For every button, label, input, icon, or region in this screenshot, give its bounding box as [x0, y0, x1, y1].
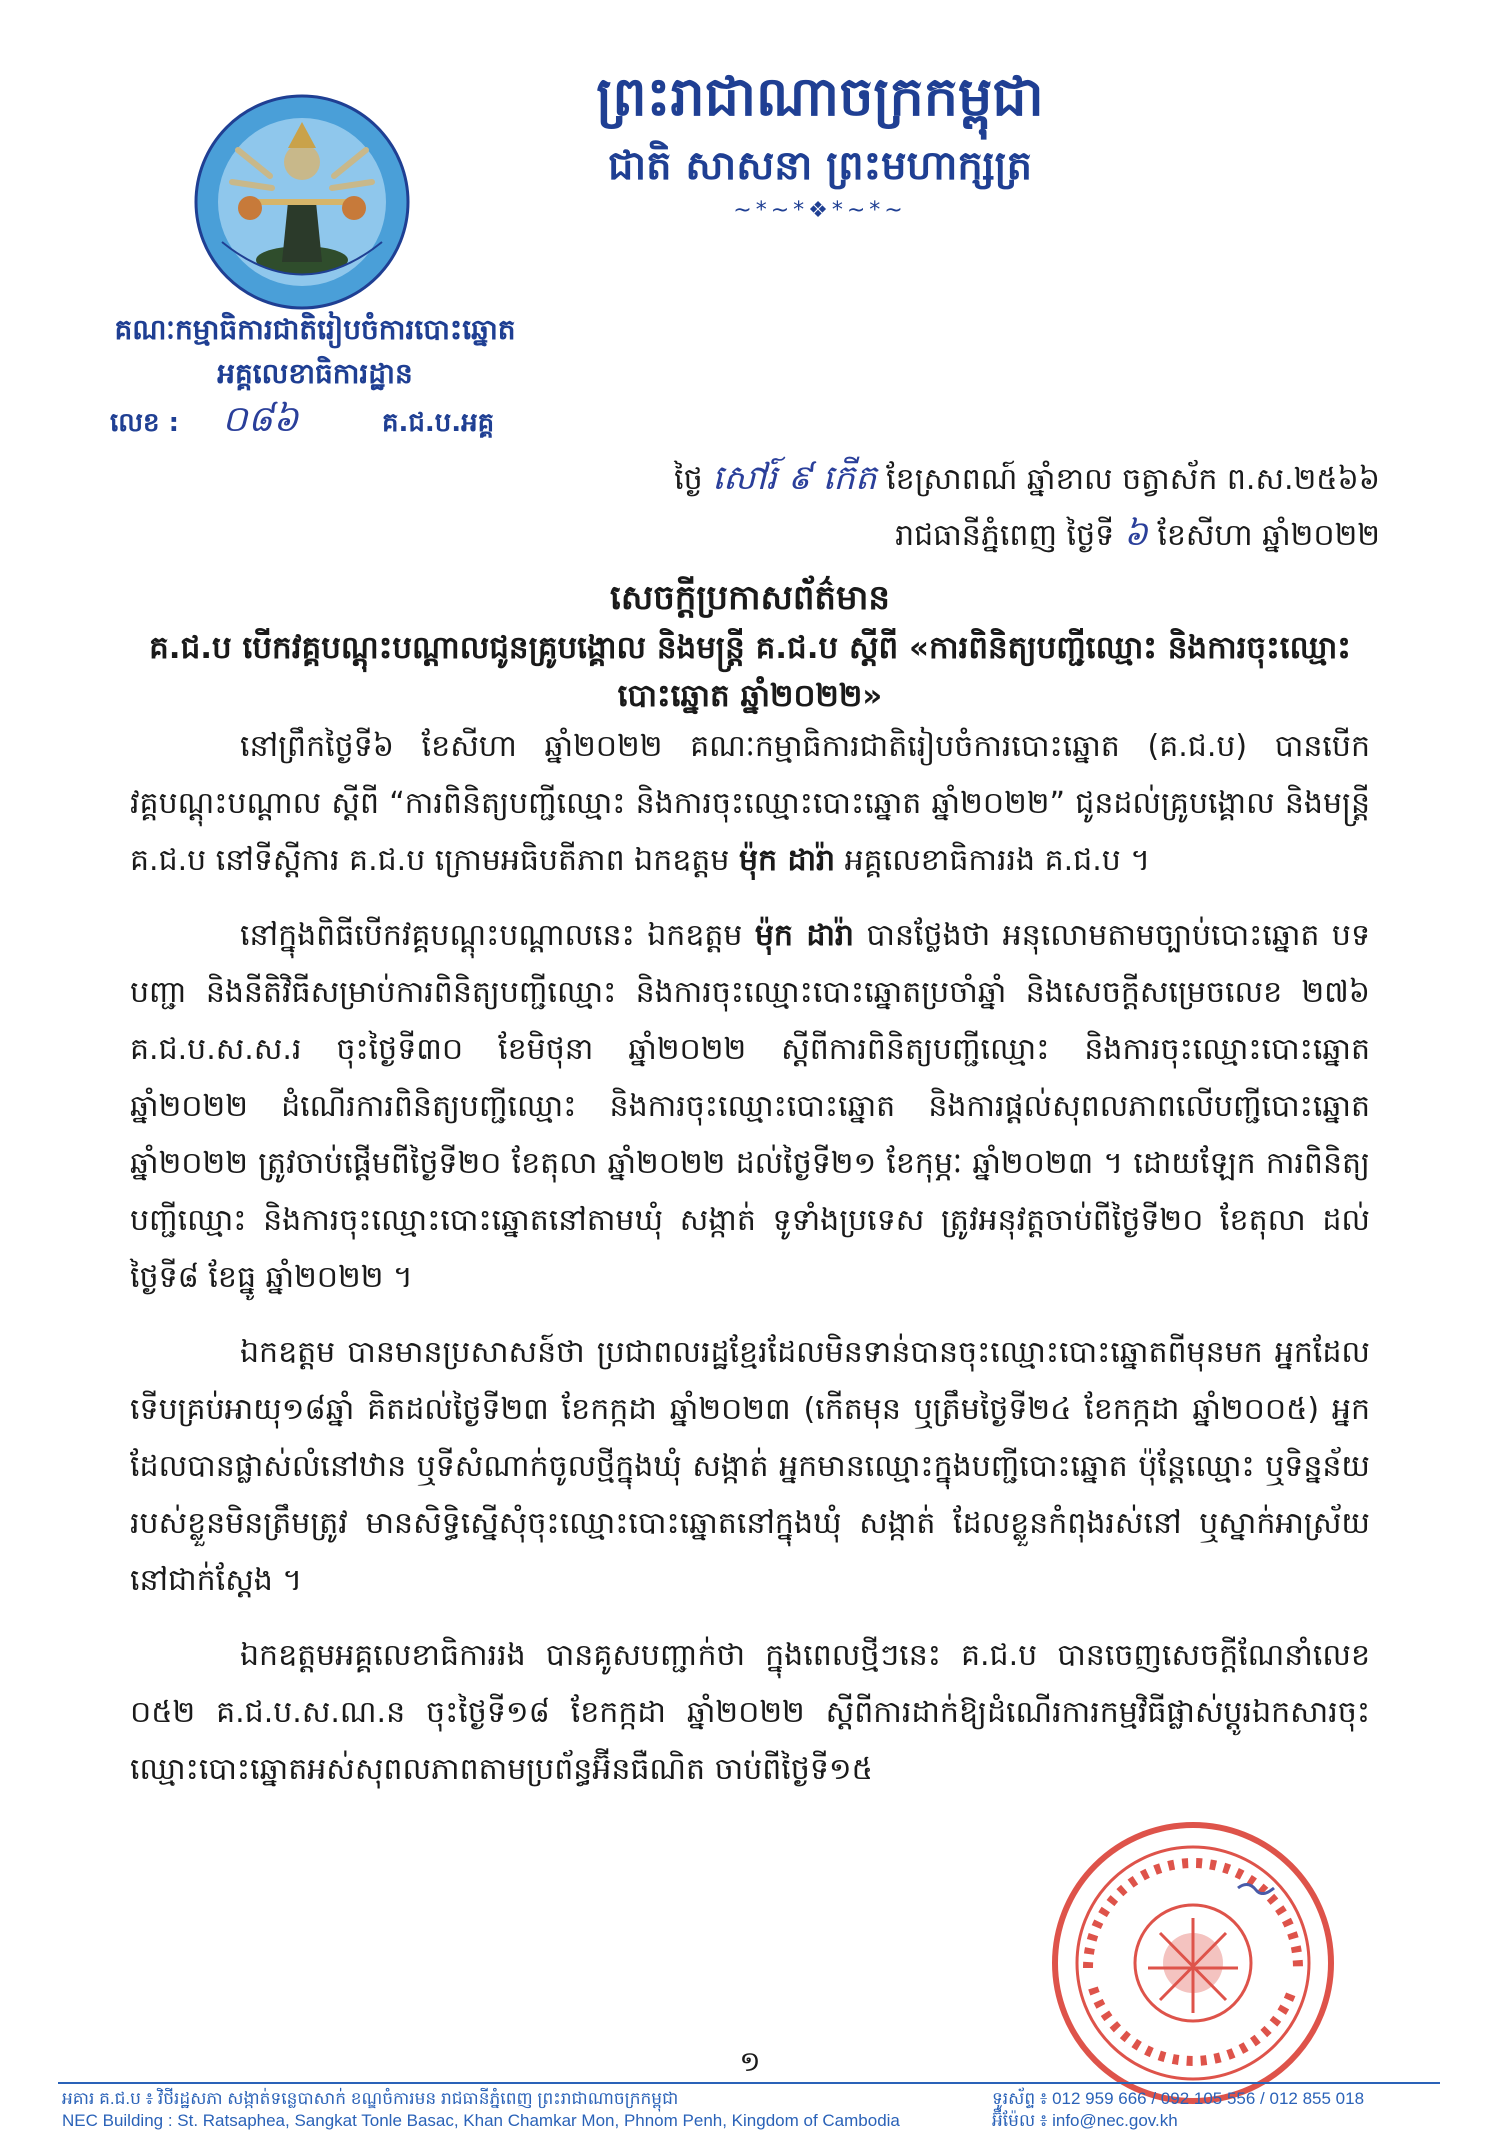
- footer-phone: ទូរស័ព្ទ ៖ 012 959 666 / 092 105 556 / 012 855 018: [992, 2089, 1365, 2108]
- footer-address-km: អគារ គ.ជ.ប ៖ វិថីរដ្ឋសភា សង្កាត់ទន្លេបាសាក់ ខណ្ឌចំការមន រាជធានីភ្នំពេញ ព្រះរាជាណាចក្រកម្ពុជា: [62, 2089, 679, 2108]
- press-release-subject: គ.ជ.ប បើកវគ្គបណ្តុះបណ្តាលជូនគ្រូបង្គោល និងមន្ត្រី គ.ជ.ប ស្តីពី «ការពិនិត្យបញ្ជីឈ្មោះ និងការចុះឈ្មោះបោះឆ្នោត ឆ្នាំ២០២២»: [149, 630, 1351, 714]
- official-name: ម៉ុក ដារ៉ា: [738, 843, 836, 878]
- footer-divider: [58, 2082, 1440, 2084]
- kingdom-header: [560, 62, 1080, 223]
- press-release-heading: សេចក្តីប្រកាសព័ត៌មាន: [610, 578, 890, 618]
- paragraph-1-title: អគ្គលេខាធិការរង គ.ជ.ប ។: [844, 843, 1151, 878]
- paragraph-2: [130, 907, 1370, 1306]
- document-body: [130, 718, 1370, 1816]
- solar-prefix: រាជធានីភ្នំពេញ ថ្ងៃទី: [895, 518, 1115, 553]
- paragraph-3: ឯកឧត្តម បានមានប្រសាសន៍ថា ប្រជាពលរដ្ឋខ្មែរដែលមិនទាន់បានចុះឈ្មោះបោះឆ្នោតពីមុនមក អ្នកដែលទើបគ្រប់អាយុ១៨ឆ្នាំ គិតដល់ថ្ងៃទី២៣ ខែកក្កដា ឆ្នាំ២០២៣ (កើតមុន ឬត្រឹមថ្ងៃទី២៤ ខែកក្កដា ឆ្នាំ២០០៥) អ្នកដែលបានផ្លាស់លំនៅឋាន ឬទីសំណាក់ចូលថ្មីក្នុងឃុំ សង្កាត់ អ្នកមានឈ្មោះក្នុងបញ្ជីបោះឆ្នោត ប៉ុន្តែឈ្មោះ ឬទិន្នន័យរបស់ខ្លួនមិនត្រឹមត្រូវ មានសិទ្ធិស្នើសុំចុះឈ្មោះបោះឆ្នោតនៅក្នុងឃុំ សង្កាត់ ដែលខ្លួនកំពុងរស់នៅ ឬស្នាក់អាស្រ័យនៅជាក់ស្តែង ។: [130, 1335, 1370, 1598]
- paragraph-1-text: នៅព្រឹកថ្ងៃទី៦ ខែសីហា ឆ្នាំ២០២២ គណៈកម្មាធិការជាតិរៀបចំការបោះឆ្នោត (គ.ជ.ប) បានបើកវគ្គបណ្តុះបណ្តាល ស្តីពី “ការពិនិត្យបញ្ជីឈ្មោះ និងការចុះឈ្មោះបោះឆ្នោត ឆ្នាំ២០២២” ជូនដល់គ្រូបង្គោល និងមន្ត្រី គ.ជ.ប នៅទីស្តីការ គ.ជ.ប ក្រោមអធិបតីភាព ឯកឧត្តម: [130, 729, 1370, 878]
- lunar-rest: ខែស្រាពណ៍ ឆ្នាំខាល ចត្វាស័ក ព.ស.២៥៦៦: [886, 462, 1380, 497]
- solar-handwritten-date: ៦: [1123, 514, 1148, 554]
- paragraph-4: ឯកឧត្តមអគ្គលេខាធិការរង បានគូសបញ្ជាក់ថា ក្នុងពេលថ្មីៗនេះ គ.ជ.ប បានចេញសេចក្តីណែនាំលេខ ០៥២ គ.ជ.ប.ស.ណ.ន ចុះថ្ងៃទី១៨ ខែកក្កដា ឆ្នាំ២០២២ ស្តីពីការដាក់ឱ្យដំណើរការកម្មវិធីផ្លាស់ប្តូរឯកសារចុះឈ្មោះបោះឆ្នោតអស់សុពលភាពតាមប្រព័ន្ធអ៊ីនធឺណិត ចាប់ពីថ្ងៃទី១៥: [130, 1638, 1370, 1787]
- solar-date-line: [895, 512, 1380, 562]
- official-name: ម៉ុក ដារ៉ា: [754, 918, 854, 953]
- page-number: ១: [739, 2045, 761, 2078]
- kingdom-title: ព្រះរាជាណាចក្រកម្ពុជា: [596, 65, 1044, 128]
- footer-email: អ៊ីម៉ែល ៖ info@nec.gov.kh: [992, 2111, 1178, 2130]
- paragraph-2-intro: នៅក្នុងពិធីបើកវគ្គបណ្តុះបណ្តាលនេះ ឯកឧត្តម: [240, 918, 743, 953]
- ornament-divider: ~*~*❖*~*~: [733, 198, 907, 223]
- nec-emblem-icon: [192, 92, 412, 312]
- ref-number: ០៨៦: [222, 399, 299, 440]
- lunar-prefix: ថ្ងៃ: [674, 462, 703, 497]
- solar-rest: ខែសីហា ឆ្នាំ២០២២: [1157, 518, 1380, 553]
- agency-name: គណៈកម្មាធិការជាតិរៀបចំការបោះឆ្នោត: [114, 313, 516, 346]
- paragraph-2-text: បានថ្លែងថា អនុលោមតាមច្បាប់បោះឆ្នោត បទបញ្ជា និងនីតិវិធីសម្រាប់ការពិនិត្យបញ្ជីឈ្មោះ និងការចុះឈ្មោះបោះឆ្នោតប្រចាំឆ្នាំ និងសេចក្តីសម្រេចលេខ ២៧៦ គ.ជ.ប.ស.ស.រ ចុះថ្ងៃទី៣០ ខែមិថុនា ឆ្នាំ២០២២ ស្តីពីការពិនិត្យបញ្ជីឈ្មោះ និងការចុះឈ្មោះបោះឆ្នោត ឆ្នាំ២០២២ ដំណើរការពិនិត្យបញ្ជីឈ្មោះ និងការចុះឈ្មោះបោះឆ្នោត និងការផ្តល់សុពលភាពលើបញ្ជីបោះឆ្នោត ឆ្នាំ២០២២ ត្រូវចាប់ផ្តើមពីថ្ងៃទី២០ ខែតុលា ឆ្នាំ២០២២ ដល់ថ្ងៃទី២១ ខែកុម្ភៈ ឆ្នាំ២០២៣ ។ ដោយឡែក ការពិនិត្យបញ្ជីឈ្មោះ និងការចុះឈ្មោះបោះឆ្នោតនៅតាមឃុំ សង្កាត់ ទូទាំងប្រទេស ត្រូវអនុវត្តចាប់ពីថ្ងៃទី២០ ខែតុលា ដល់ថ្ងៃទី៨ ខែធ្នូ ឆ្នាំ២០២២ ។: [130, 918, 1370, 1295]
- agency-block: [80, 308, 550, 396]
- kingdom-motto: ជាតិ សាសនា ព្រះមហាក្សត្រ: [608, 143, 1032, 189]
- lunar-date-line: [674, 456, 1380, 506]
- lunar-handwritten-date: សៅរ៍ ៩ កើត: [712, 458, 877, 498]
- paragraph-1: [130, 718, 1370, 889]
- ref-suffix: គ.ជ.ប.អគ្គ: [382, 408, 495, 438]
- ref-label: លេខ :: [110, 408, 179, 438]
- agency-department: អគ្គលេខាធិការដ្ឋាន: [217, 357, 413, 390]
- footer-address-en: NEC Building : St. Ratsaphea, Sangkat Tonle Basac, Khan Chamkar Mon, Phnom Penh, Kingdom of Cambodia: [62, 2111, 900, 2130]
- document-title: [120, 574, 1380, 720]
